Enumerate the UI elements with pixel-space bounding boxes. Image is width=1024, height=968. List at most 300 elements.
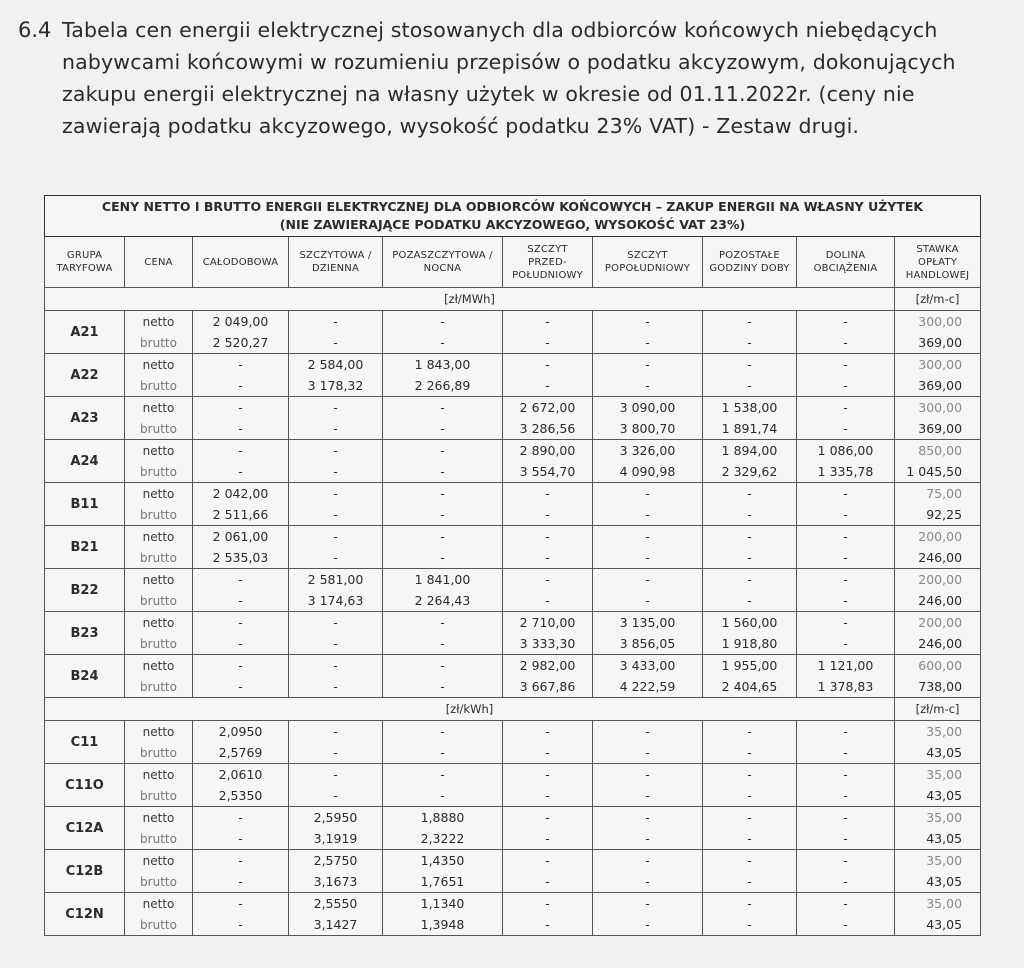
table-row [45,612,981,634]
price-value-cell: 2 520,27 [193,332,289,354]
price-value-cell: - [703,893,797,915]
table-row [45,742,981,764]
tariff-group-cell: C12A [45,807,125,850]
price-value-cell: - [797,764,895,786]
tariff-group-cell: C12B [45,850,125,893]
price-value-cell: 3 667,86 [503,676,593,698]
tariff-group-cell: B21 [45,526,125,569]
table-row [45,655,981,677]
table-title-line: CENY NETTO I BRUTTO ENERGII ELEKTRYCZNEJ DLA ODBIORCÓW KOŃCOWYCH – ZAKUP ENERGII NA WŁASNY UŻYTEK [101,199,924,214]
column-header: STAWKA OPŁATY HANDLOWEJ [895,237,981,288]
fee-value-cell: 300,00 [895,397,981,419]
table-row [45,914,981,936]
price-value-cell: - [193,569,289,591]
table-row [45,633,981,655]
price-value-cell: 1 538,00 [703,397,797,419]
price-value-cell: - [383,764,503,786]
price-value-cell: - [797,547,895,569]
fee-value-cell: 43,05 [895,828,981,850]
table-row [45,764,981,786]
price-value-cell: - [289,676,383,698]
price-value-cell: - [797,742,895,764]
price-type-cell: brutto [125,785,193,807]
column-header: SZCZYTOWA / DZIENNA [289,237,383,288]
price-value-cell: - [289,742,383,764]
price-type-cell: netto [125,721,193,743]
price-value-cell: 1 121,00 [797,655,895,677]
price-value-cell: 3 178,32 [289,375,383,397]
price-value-cell: 1 841,00 [383,569,503,591]
price-value-cell: - [383,633,503,655]
price-value-cell: - [797,612,895,634]
price-value-cell: - [703,375,797,397]
fee-value-cell: 300,00 [895,354,981,376]
price-value-cell: - [383,311,503,333]
price-value-cell: - [703,311,797,333]
fee-unit-label: [zł/m-c] [895,698,981,721]
price-value-cell: - [703,914,797,936]
price-value-cell: 3 856,05 [593,633,703,655]
price-value-cell: - [193,828,289,850]
price-value-cell: 1 843,00 [383,354,503,376]
price-value-cell: - [593,721,703,743]
price-value-cell: 3 800,70 [593,418,703,440]
price-value-cell: - [503,590,593,612]
table-row [45,526,981,548]
fee-value-cell: 35,00 [895,721,981,743]
table-row [45,332,981,354]
price-value-cell: - [383,742,503,764]
table-row [45,461,981,483]
fee-value-cell: 43,05 [895,914,981,936]
price-value-cell: 3,1427 [289,914,383,936]
fee-value-cell: 369,00 [895,418,981,440]
fee-value-cell: 369,00 [895,332,981,354]
price-value-cell: - [289,785,383,807]
price-value-cell: - [193,418,289,440]
price-value-cell: - [289,332,383,354]
price-value-cell: - [503,311,593,333]
price-type-cell: brutto [125,332,193,354]
price-value-cell: - [703,354,797,376]
price-value-cell: - [593,850,703,872]
price-value-cell: 3 554,70 [503,461,593,483]
price-value-cell: - [193,655,289,677]
price-value-cell: - [383,397,503,419]
price-value-cell: - [383,676,503,698]
price-value-cell: 1,4350 [383,850,503,872]
price-value-cell: - [797,397,895,419]
price-value-cell: - [593,893,703,915]
heading-line: zakupu energii elektrycznej na własny użytek w okresie od 01.11.2022r. (ceny nie [62,82,915,106]
price-value-cell: 2 329,62 [703,461,797,483]
price-value-cell: - [797,871,895,893]
price-value-cell: - [503,375,593,397]
table-row [45,354,981,376]
price-value-cell: - [193,893,289,915]
table-row [45,547,981,569]
price-value-cell: - [503,871,593,893]
price-value-cell: 2 511,66 [193,504,289,526]
price-value-cell: - [503,569,593,591]
column-header: POZASZCZYTOWA / NOCNA [383,237,503,288]
price-value-cell: 3 135,00 [593,612,703,634]
price-value-cell: 2 266,89 [383,375,503,397]
price-value-cell: - [703,569,797,591]
price-value-cell: - [503,526,593,548]
price-value-cell: 2,5750 [289,850,383,872]
price-type-cell: netto [125,354,193,376]
price-value-cell: - [703,807,797,829]
price-value-cell: - [797,354,895,376]
tariff-group-cell: C11 [45,721,125,764]
tariff-group-cell: B24 [45,655,125,698]
price-value-cell: - [289,440,383,462]
price-value-cell: - [593,569,703,591]
price-value-cell: - [289,483,383,505]
price-value-cell: 3 433,00 [593,655,703,677]
price-type-cell: brutto [125,461,193,483]
price-value-cell: - [503,764,593,786]
heading-line: nabywcami końcowymi w rozumieniu przepisów o podatku akcyzowym, dokonujących [62,50,956,74]
price-value-cell: - [193,914,289,936]
price-value-cell: - [797,418,895,440]
price-value-cell: - [593,504,703,526]
price-value-cell: 1,8880 [383,807,503,829]
price-type-cell: netto [125,397,193,419]
section-number: 6.4 [18,18,52,42]
fee-value-cell: 1 045,50 [895,461,981,483]
table-section-kwh [45,698,981,936]
price-value-cell: 1 086,00 [797,440,895,462]
price-value-cell: 2,0950 [193,721,289,743]
price-value-cell: - [193,807,289,829]
column-header: SZCZYT POPOŁUDNIOWY [593,237,703,288]
table-row [45,483,981,505]
section-heading [18,14,988,142]
fee-value-cell: 35,00 [895,764,981,786]
price-value-cell: - [383,461,503,483]
price-type-cell: brutto [125,742,193,764]
column-header: DOLINA OBCIĄŻENIA [797,237,895,288]
price-value-cell: 2,5950 [289,807,383,829]
fee-value-cell: 300,00 [895,311,981,333]
price-value-cell: - [797,850,895,872]
table-row [45,785,981,807]
price-value-cell: - [703,742,797,764]
price-value-cell: - [703,483,797,505]
price-value-cell: - [503,504,593,526]
fee-value-cell: 738,00 [895,676,981,698]
price-value-cell: 3,1673 [289,871,383,893]
column-header: CAŁODOBOWA [193,237,289,288]
price-value-cell: - [289,547,383,569]
price-type-cell: netto [125,311,193,333]
price-table [44,195,981,936]
price-value-cell: - [383,483,503,505]
price-value-cell: - [193,871,289,893]
price-value-cell: 1 378,83 [797,676,895,698]
table-row [45,504,981,526]
price-value-cell: 2,5550 [289,893,383,915]
price-type-cell: brutto [125,828,193,850]
price-type-cell: brutto [125,375,193,397]
price-value-cell: 3 286,56 [503,418,593,440]
price-value-cell: 1,3948 [383,914,503,936]
table-row [45,676,981,698]
price-value-cell: - [383,612,503,634]
price-value-cell: - [703,871,797,893]
price-value-cell: - [703,590,797,612]
price-value-cell: 1 918,80 [703,633,797,655]
price-type-cell: netto [125,440,193,462]
tariff-group-cell: C12N [45,893,125,936]
price-value-cell: - [193,633,289,655]
fee-value-cell: 35,00 [895,850,981,872]
price-value-cell: - [797,375,895,397]
table-row [45,807,981,829]
column-header: SZCZYT PRZED-POŁUDNIOWY [503,237,593,288]
price-value-cell: - [593,785,703,807]
price-value-cell: - [289,418,383,440]
table-row [45,590,981,612]
table-row [45,397,981,419]
price-value-cell: 2 535,03 [193,547,289,569]
price-value-cell: - [703,547,797,569]
price-value-cell: - [383,418,503,440]
price-value-cell: 3,1919 [289,828,383,850]
price-value-cell: - [593,807,703,829]
price-value-cell: - [503,828,593,850]
price-value-cell: 2 404,65 [703,676,797,698]
price-value-cell: - [593,483,703,505]
price-value-cell: - [289,764,383,786]
price-value-cell: 3 090,00 [593,397,703,419]
price-value-cell: - [703,504,797,526]
unit-label: [zł/MWh] [45,288,895,311]
price-value-cell: - [593,375,703,397]
unit-row [45,698,981,721]
price-table-container [44,195,980,936]
price-value-cell: - [593,547,703,569]
price-value-cell: - [383,721,503,743]
price-type-cell: brutto [125,871,193,893]
price-value-cell: - [797,785,895,807]
price-value-cell: - [797,569,895,591]
price-type-cell: netto [125,893,193,915]
section-description [62,14,956,142]
tariff-group-cell: A23 [45,397,125,440]
column-header: CENA [125,237,193,288]
price-value-cell: - [503,914,593,936]
unit-label: [zł/kWh] [45,698,895,721]
price-value-cell: - [289,504,383,526]
price-type-cell: netto [125,655,193,677]
price-value-cell: - [593,354,703,376]
fee-unit-label: [zł/m-c] [895,288,981,311]
price-value-cell: - [193,397,289,419]
price-value-cell: 2 264,43 [383,590,503,612]
tariff-group-cell: A24 [45,440,125,483]
tariff-group-cell: B11 [45,483,125,526]
price-value-cell: - [593,590,703,612]
price-value-cell: - [289,655,383,677]
price-value-cell: 2 042,00 [193,483,289,505]
price-type-cell: netto [125,526,193,548]
price-value-cell: 2 982,00 [503,655,593,677]
table-row [45,418,981,440]
price-value-cell: - [289,311,383,333]
price-value-cell: - [289,461,383,483]
fee-value-cell: 850,00 [895,440,981,462]
heading-line: zawierają podatku akcyzowego, wysokość podatku 23% VAT) - Zestaw drugi. [62,114,860,138]
price-value-cell: - [593,914,703,936]
fee-value-cell: 246,00 [895,547,981,569]
price-value-cell: - [289,526,383,548]
price-value-cell: 2 672,00 [503,397,593,419]
table-title-line: (NIE ZAWIERAJĄCE PODATKU AKCYZOWEGO, WYSOKOŚĆ VAT 23%) [279,217,746,232]
fee-value-cell: 35,00 [895,893,981,915]
price-value-cell: - [193,440,289,462]
price-value-cell: 4 222,59 [593,676,703,698]
price-value-cell: - [503,742,593,764]
tariff-group-cell: B22 [45,569,125,612]
price-value-cell: - [797,311,895,333]
price-value-cell: - [797,483,895,505]
price-value-cell: - [703,785,797,807]
price-type-cell: netto [125,764,193,786]
fee-value-cell: 92,25 [895,504,981,526]
fee-value-cell: 43,05 [895,871,981,893]
price-value-cell: - [593,764,703,786]
table-section-mwh [45,288,981,698]
price-value-cell: - [703,332,797,354]
price-value-cell: - [593,332,703,354]
price-value-cell: - [797,828,895,850]
table-row [45,311,981,333]
price-value-cell: 2 710,00 [503,612,593,634]
fee-value-cell: 600,00 [895,655,981,677]
price-value-cell: 1,1340 [383,893,503,915]
price-value-cell: 1 335,78 [797,461,895,483]
price-value-cell: - [289,633,383,655]
price-type-cell: netto [125,612,193,634]
price-value-cell: - [193,612,289,634]
price-value-cell: 1 955,00 [703,655,797,677]
price-value-cell: 1 894,00 [703,440,797,462]
price-value-cell: 3 174,63 [289,590,383,612]
table-row [45,375,981,397]
price-value-cell: 2 061,00 [193,526,289,548]
price-type-cell: brutto [125,590,193,612]
price-value-cell: - [193,676,289,698]
price-value-cell: - [797,526,895,548]
price-value-cell: 4 090,98 [593,461,703,483]
price-value-cell: - [797,807,895,829]
unit-row [45,288,981,311]
price-value-cell: - [503,483,593,505]
price-value-cell: - [503,721,593,743]
fee-value-cell: 246,00 [895,590,981,612]
price-value-cell: - [503,354,593,376]
price-value-cell: 1,7651 [383,871,503,893]
column-header: POZOSTAŁE GODZINY DOBY [703,237,797,288]
column-header: GRUPA TARYFOWA [45,237,125,288]
fee-value-cell: 200,00 [895,612,981,634]
price-value-cell: - [797,590,895,612]
fee-value-cell: 43,05 [895,785,981,807]
price-value-cell: - [797,332,895,354]
price-value-cell: - [703,828,797,850]
fee-value-cell: 369,00 [895,375,981,397]
price-value-cell: - [593,871,703,893]
price-value-cell: - [797,633,895,655]
price-value-cell: - [593,828,703,850]
price-type-cell: netto [125,807,193,829]
price-value-cell: - [593,742,703,764]
price-value-cell: 2,0610 [193,764,289,786]
tariff-group-cell: A22 [45,354,125,397]
price-value-cell: - [383,332,503,354]
price-value-cell: 1 560,00 [703,612,797,634]
price-value-cell: 2 584,00 [289,354,383,376]
price-value-cell: - [383,504,503,526]
price-value-cell: - [289,397,383,419]
tariff-group-cell: A21 [45,311,125,354]
price-value-cell: 2 581,00 [289,569,383,591]
price-value-cell: - [193,590,289,612]
price-value-cell: - [797,721,895,743]
price-value-cell: - [383,547,503,569]
fee-value-cell: 200,00 [895,569,981,591]
price-value-cell: 2,5769 [193,742,289,764]
price-value-cell: - [193,850,289,872]
tariff-group-cell: C11O [45,764,125,807]
price-value-cell: - [503,547,593,569]
fee-value-cell: 200,00 [895,526,981,548]
table-row [45,893,981,915]
table-row [45,721,981,743]
price-value-cell: - [289,721,383,743]
price-type-cell: brutto [125,504,193,526]
price-value-cell: 3 326,00 [593,440,703,462]
price-type-cell: brutto [125,676,193,698]
table-row [45,871,981,893]
price-value-cell: 2 049,00 [193,311,289,333]
price-value-cell: - [383,785,503,807]
price-type-cell: brutto [125,418,193,440]
price-value-cell: - [797,914,895,936]
price-value-cell: - [703,764,797,786]
price-value-cell: - [797,504,895,526]
price-type-cell: brutto [125,547,193,569]
price-value-cell: - [503,332,593,354]
table-title [45,196,981,237]
price-type-cell: brutto [125,633,193,655]
price-value-cell: - [703,721,797,743]
price-value-cell: - [797,893,895,915]
price-type-cell: netto [125,483,193,505]
price-value-cell: - [193,354,289,376]
price-value-cell: - [703,850,797,872]
price-value-cell: - [503,785,593,807]
price-value-cell: - [289,612,383,634]
price-value-cell: - [503,850,593,872]
heading-line: Tabela cen energii elektrycznej stosowanych dla odbiorców końcowych niebędących [62,18,938,42]
fee-value-cell: 35,00 [895,807,981,829]
price-value-cell: - [383,526,503,548]
table-row [45,440,981,462]
